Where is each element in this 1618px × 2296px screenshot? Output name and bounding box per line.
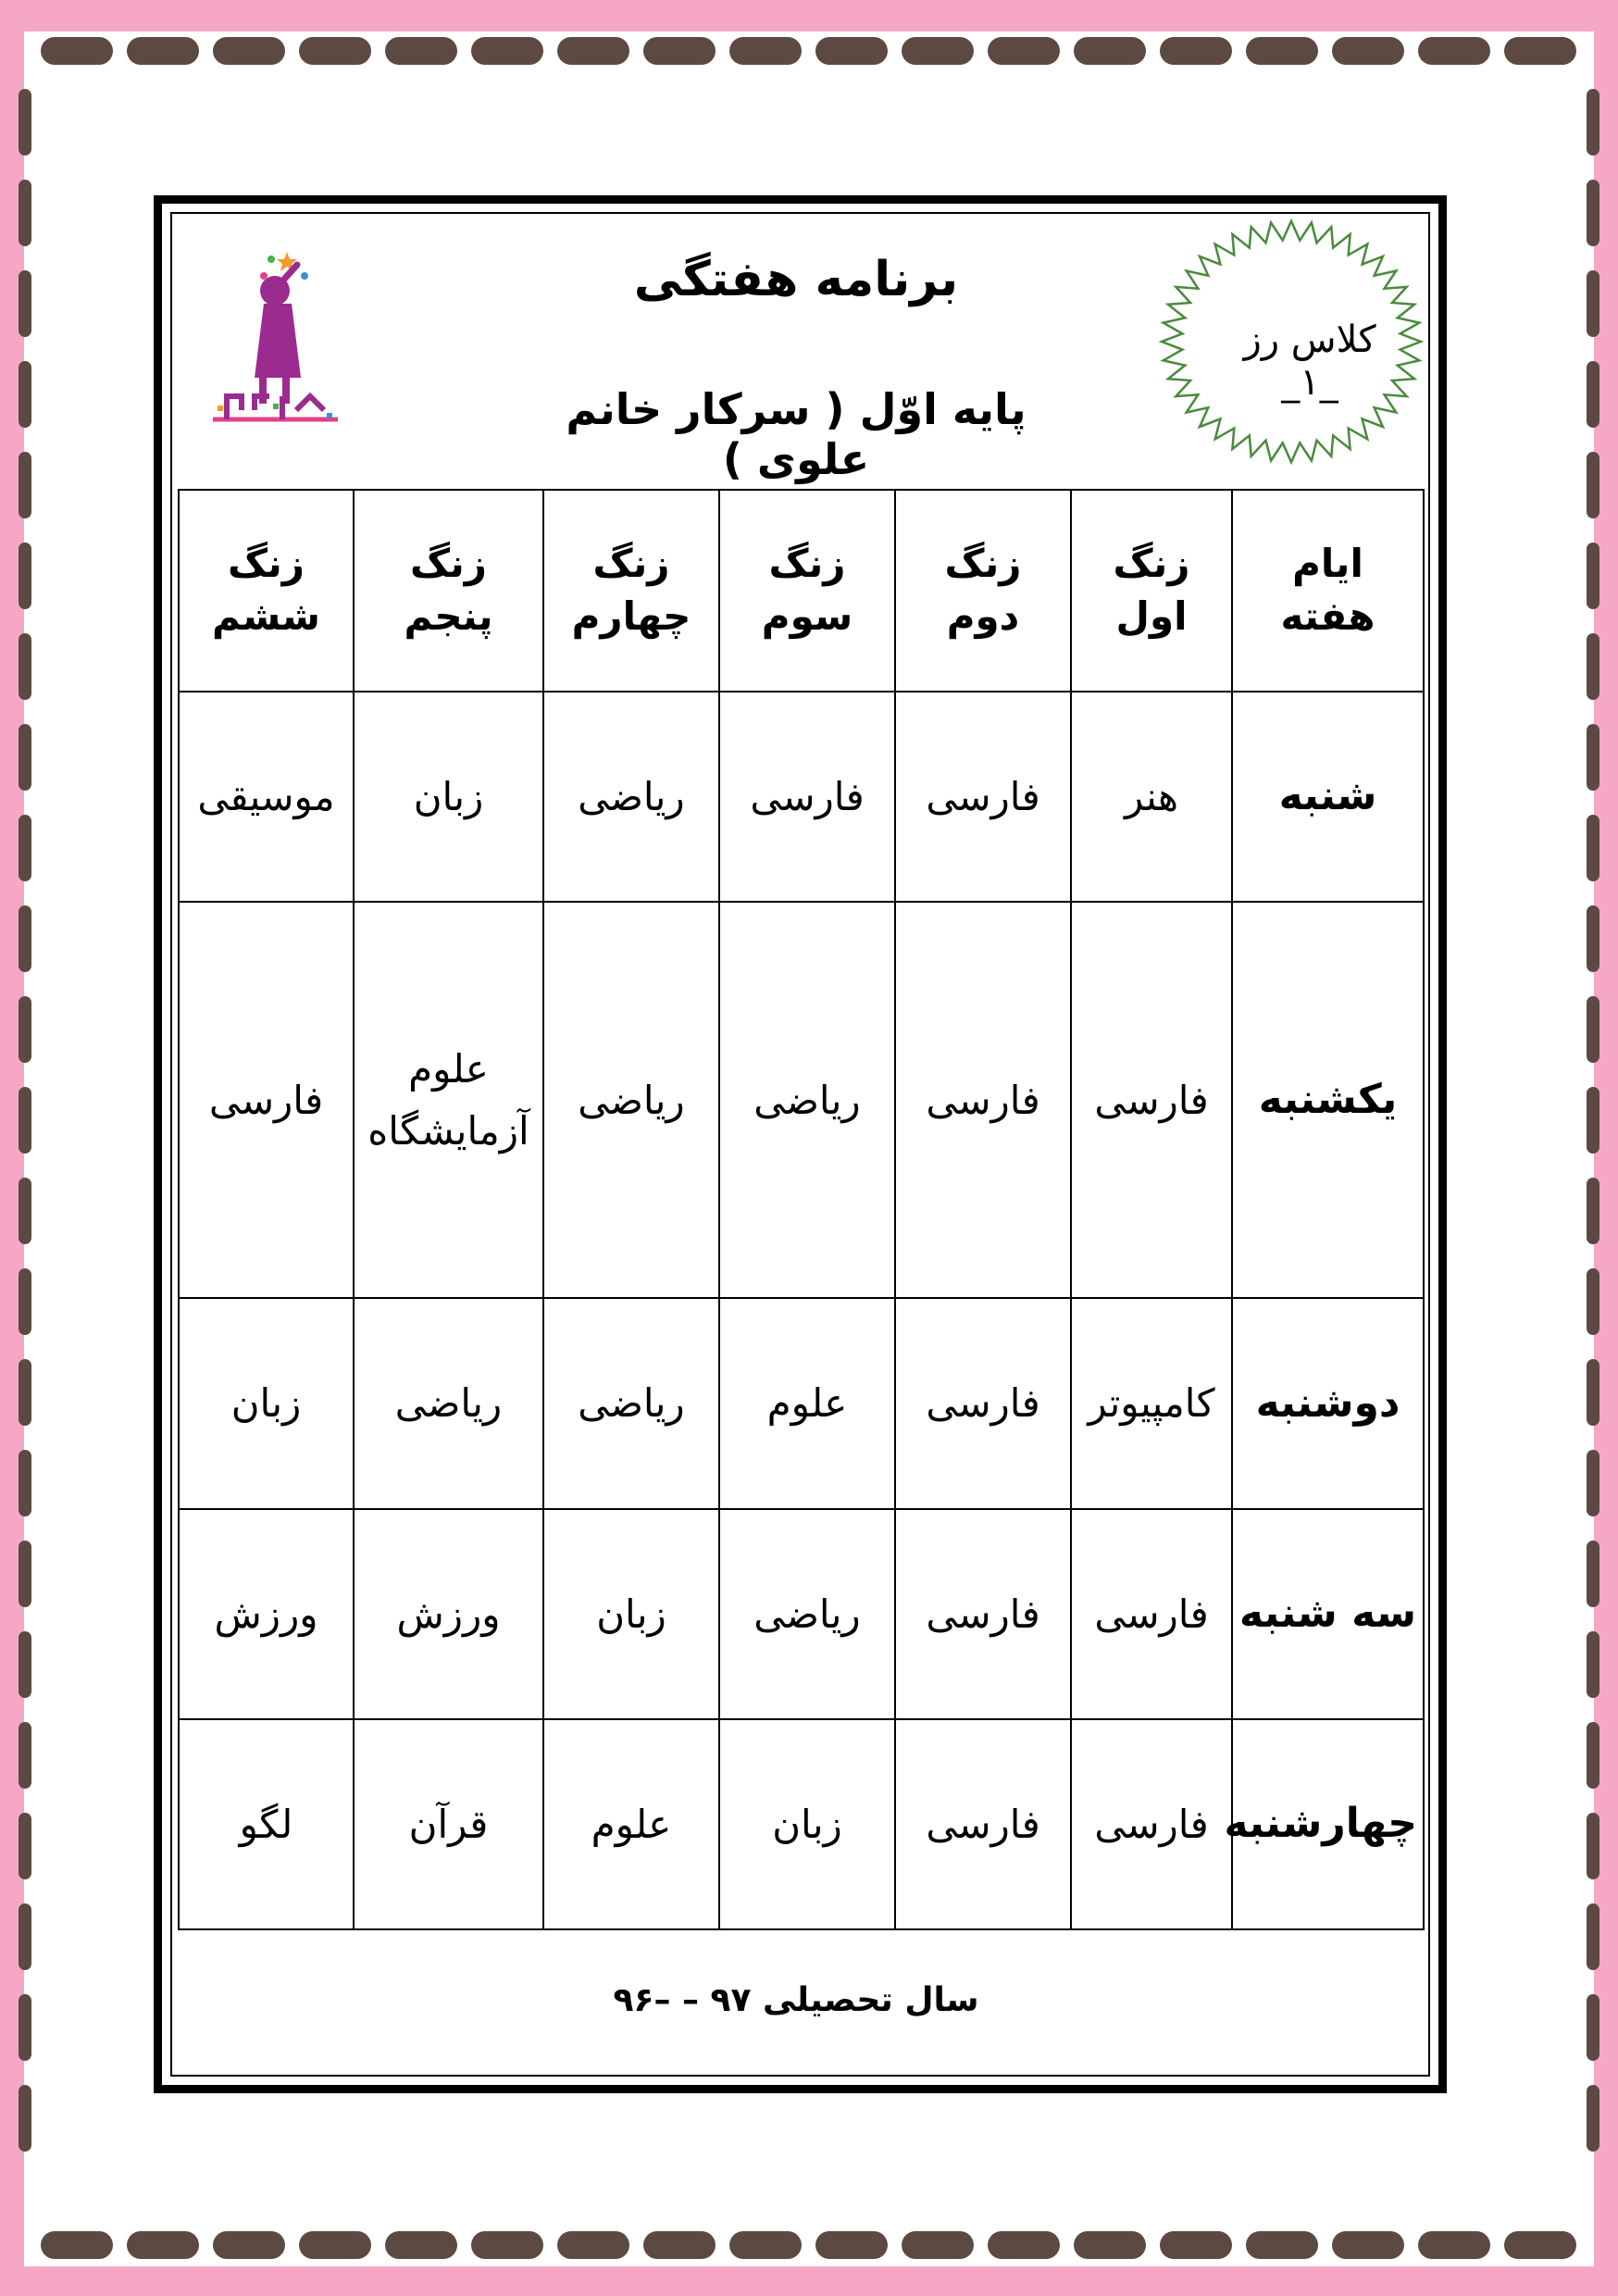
period-cell: علوم آزمایشگاه <box>354 902 543 1298</box>
border-dash <box>902 37 974 65</box>
border-dash <box>557 2231 629 2259</box>
border-dash <box>1587 724 1599 791</box>
table-row <box>179 1719 1424 1929</box>
border-dash <box>1587 1994 1599 2061</box>
period-cell: زبان <box>354 692 543 902</box>
border-dash <box>19 1722 31 1789</box>
border-dash <box>1418 37 1490 65</box>
period-cell: علوم <box>719 1298 895 1508</box>
border-dash <box>213 37 285 65</box>
period-cell: ورزش <box>354 1509 543 1719</box>
table-row <box>179 1298 1424 1508</box>
border-dash <box>19 1178 31 1244</box>
border-dash <box>1587 1722 1599 1789</box>
border-dash <box>1587 270 1599 337</box>
period-cell: کامپیوتر <box>1071 1298 1232 1508</box>
weekly-schedule-table <box>178 489 1425 1930</box>
border-dash <box>19 180 31 246</box>
border-dash <box>19 270 31 337</box>
border-dash <box>1587 89 1599 156</box>
border-dash <box>41 37 113 65</box>
border-dash <box>19 724 31 791</box>
period-cell: هنر <box>1071 692 1232 902</box>
border-dash <box>1587 1631 1599 1698</box>
border-dash <box>643 2231 716 2259</box>
period-cell: فارسی <box>895 1509 1071 1719</box>
border-dash <box>1587 1541 1599 1607</box>
border-dash <box>1587 180 1599 246</box>
period-cell: علوم <box>543 1719 719 1929</box>
table-row <box>179 1509 1424 1719</box>
table-header-row <box>179 490 1424 692</box>
day-cell: چهارشنبه <box>1232 1719 1424 1929</box>
table-row <box>179 692 1424 902</box>
border-dash <box>19 815 31 881</box>
period-cell: ریاضی <box>543 1298 719 1508</box>
border-dash <box>1074 37 1146 65</box>
border-dash <box>127 37 199 65</box>
period-cell: ریاضی <box>543 692 719 902</box>
class-badge-label: کلاس رز _۱_ <box>1243 318 1376 404</box>
school-logo-icon <box>208 248 347 443</box>
border-dash <box>1504 37 1576 65</box>
period-cell: فارسی <box>1071 902 1232 1298</box>
period-cell: ریاضی <box>719 902 895 1298</box>
column-header: زنگ ششم <box>179 490 354 692</box>
border-dash <box>213 2231 285 2259</box>
border-dash <box>19 1631 31 1698</box>
border-dash <box>1587 2085 1599 2152</box>
border-dash <box>1587 905 1599 972</box>
period-cell: موسیقی <box>179 692 354 902</box>
border-dash <box>19 89 31 156</box>
border-dash <box>41 2231 113 2259</box>
border-dash <box>299 2231 371 2259</box>
period-cell: فارسی <box>1071 1719 1232 1929</box>
period-cell: فارسی <box>895 902 1071 1298</box>
column-header: زنگ اول <box>1071 490 1232 692</box>
period-cell: زبان <box>543 1509 719 1719</box>
border-dash <box>1587 815 1599 881</box>
border-dash <box>19 452 31 518</box>
border-dash <box>988 2231 1060 2259</box>
border-dash <box>1587 1359 1599 1426</box>
border-dash <box>19 1450 31 1516</box>
border-dash <box>557 37 629 65</box>
border-dash <box>385 37 457 65</box>
column-header: ایام هفته <box>1232 490 1424 692</box>
border-dash <box>471 2231 543 2259</box>
border-dash <box>19 996 31 1063</box>
border-dash <box>729 2231 802 2259</box>
border-dash <box>1587 1268 1599 1335</box>
border-dash <box>643 37 716 65</box>
border-dash <box>19 1994 31 2061</box>
period-cell: زبان <box>719 1719 895 1929</box>
border-dash <box>1587 1903 1599 1970</box>
border-dash <box>19 1359 31 1426</box>
border-dash <box>385 2231 457 2259</box>
border-dash <box>19 1268 31 1335</box>
border-dash <box>19 2085 31 2152</box>
page-title: برنامه هفتگی <box>633 252 959 307</box>
day-cell: سه شنبه <box>1232 1509 1424 1719</box>
column-header: زنگ چهارم <box>543 490 719 692</box>
day-cell: شنبه <box>1232 692 1424 902</box>
day-cell: یکشنبه <box>1232 902 1424 1298</box>
column-header: زنگ سوم <box>719 490 895 692</box>
period-cell: ریاضی <box>719 1509 895 1719</box>
period-cell: فارسی <box>895 1719 1071 1929</box>
border-dash <box>1587 452 1599 518</box>
table-row <box>179 902 1424 1298</box>
border-dash <box>1160 2231 1232 2259</box>
academic-year-footer: سال تحصیلی ۹۷ – –۹۶ <box>613 1981 979 2019</box>
border-dash <box>1587 361 1599 428</box>
border-dash <box>127 2231 199 2259</box>
page-subtitle: پایه اوّل ( سرکار خانم علوی ) <box>566 384 1027 484</box>
period-cell: ریاضی <box>354 1298 543 1508</box>
border-dash <box>1587 1087 1599 1154</box>
period-cell: لگو <box>179 1719 354 1929</box>
border-dash <box>1504 2231 1576 2259</box>
border-dash <box>1332 37 1404 65</box>
period-cell: فارسی <box>179 902 354 1298</box>
border-dash <box>19 905 31 972</box>
period-cell: قرآن <box>354 1719 543 1929</box>
border-dash <box>1587 633 1599 700</box>
border-dash <box>1587 543 1599 609</box>
column-header: زنگ دوم <box>895 490 1071 692</box>
period-cell: فارسی <box>895 1298 1071 1508</box>
border-dash <box>1246 2231 1318 2259</box>
border-dash <box>1246 37 1318 65</box>
border-dash <box>729 37 802 65</box>
border-dash <box>1587 1178 1599 1244</box>
period-cell: ریاضی <box>543 902 719 1298</box>
border-dash <box>299 37 371 65</box>
column-header: زنگ پنجم <box>354 490 543 692</box>
border-dash <box>1418 2231 1490 2259</box>
border-dash <box>902 2231 974 2259</box>
period-cell: فارسی <box>1071 1509 1232 1719</box>
border-dash <box>19 1541 31 1607</box>
border-dash <box>988 37 1060 65</box>
border-dash <box>19 1903 31 1970</box>
border-dash <box>1074 2231 1146 2259</box>
border-dash <box>19 543 31 609</box>
period-cell: زبان <box>179 1298 354 1508</box>
border-dash <box>471 37 543 65</box>
border-dash <box>19 361 31 428</box>
border-dash <box>1332 2231 1404 2259</box>
border-dash <box>19 1813 31 1879</box>
period-cell: فارسی <box>719 692 895 902</box>
day-cell: دوشنبه <box>1232 1298 1424 1508</box>
border-dash <box>1587 1813 1599 1879</box>
border-dash <box>19 1087 31 1154</box>
border-dash <box>19 633 31 700</box>
period-cell: فارسی <box>895 692 1071 902</box>
border-dash <box>1587 1450 1599 1516</box>
border-dash <box>815 37 888 65</box>
border-dash <box>1160 37 1232 65</box>
border-dash <box>1587 996 1599 1063</box>
border-dash <box>815 2231 888 2259</box>
period-cell: ورزش <box>179 1509 354 1719</box>
